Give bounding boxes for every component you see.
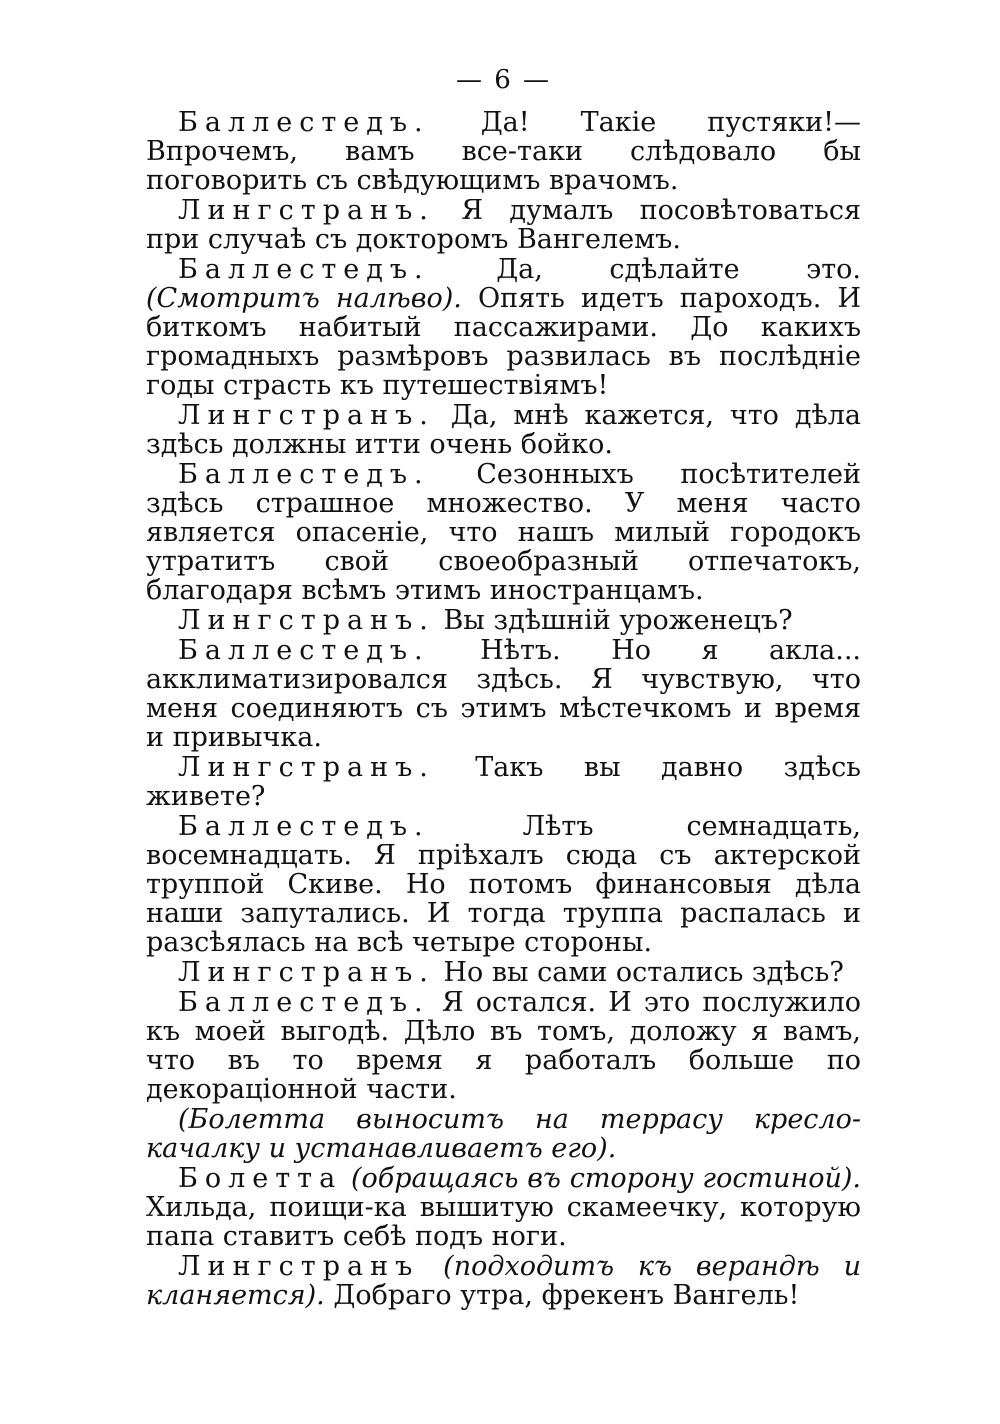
line-text: Хильда, поищи-ка вышитую скамеечку, которую папа ставитъ себѣ подъ ноги. bbox=[146, 1192, 861, 1252]
speaker-name: Лингстранъ. bbox=[178, 605, 435, 636]
dialogue-line bbox=[146, 988, 861, 1104]
dialogue-line bbox=[146, 460, 861, 605]
dialogue-line bbox=[146, 958, 861, 987]
stage-direction: (обращаясь въ сторону гостиной). bbox=[350, 1163, 861, 1194]
line-text: Нѣтъ. Но я акла... акклиматизировался здѣсь. Я чувствую, что меня соединяютъ съ этимъ мѣстечкомъ и время и привычка. bbox=[146, 635, 862, 753]
dialogue-line bbox=[146, 401, 861, 459]
dialogue-line bbox=[146, 753, 861, 811]
speaker-name: Болетта bbox=[178, 1163, 343, 1194]
line-text: Такъ вы давно здѣсь живете? bbox=[146, 752, 861, 812]
stage-direction: (Смотритъ налѣво). bbox=[146, 283, 462, 314]
dialogue-line bbox=[146, 812, 861, 957]
speaker-name: Баллестедъ. bbox=[178, 635, 430, 666]
dialogue-line bbox=[146, 108, 861, 195]
line-text: Я остался. И это послужило къ моей выгодѣ. Дѣло въ томъ, доложу я вамъ, что въ то время я работалъ больше по декораціонной части. bbox=[146, 987, 861, 1105]
speaker-name: Лингстранъ. bbox=[178, 195, 435, 226]
speaker-name: Лингстранъ bbox=[178, 1251, 420, 1282]
line-text: Я думалъ посовѣтоваться при случаѣ съ докторомъ Вангелемъ. bbox=[146, 195, 861, 255]
dialogue-line bbox=[146, 1252, 861, 1310]
dialogue-line bbox=[146, 255, 861, 400]
speaker-name: Баллестедъ. bbox=[178, 811, 430, 842]
stage-direction: (подходитъ къ верандѣ и кланяется). bbox=[146, 1251, 861, 1311]
speaker-name: Баллестедъ. bbox=[178, 459, 430, 490]
speaker-name: Лингстранъ. bbox=[178, 400, 435, 431]
stage-direction: (Болетта выноситъ на террасу кресло-качалку и устанавливаетъ его). bbox=[146, 1104, 861, 1164]
line-text: Да, сдѣлайте это. bbox=[496, 254, 861, 285]
book-page bbox=[146, 60, 861, 1311]
line-text: Добраго утра, фрекенъ Вангель! bbox=[333, 1280, 800, 1311]
speaker-name: Лингстранъ. bbox=[178, 957, 435, 988]
speaker-name: Баллестедъ. bbox=[178, 254, 430, 285]
speaker-name: Лингстранъ. bbox=[178, 752, 435, 783]
dialogue-line bbox=[146, 1164, 861, 1251]
speaker-name: Баллестедъ. bbox=[178, 107, 430, 138]
line-text: Сезонныхъ посѣтителей здѣсь страшное множество. У меня часто является опасеніе, что нашъ милый городокъ утратитъ свой своеобразный отпечатокъ, благодаря всѣмъ этимъ иностранцамъ. bbox=[146, 459, 861, 606]
line-text-continued: Опять идетъ пароходъ. И биткомъ набитый пассажирами. До какихъ громадныхъ размѣровъ развилась въ послѣдніе годы страсть къ путешествіямъ! bbox=[146, 283, 861, 401]
line-text: Но вы сами остались здѣсь? bbox=[443, 957, 844, 988]
line-text: Вы здѣшній уроженецъ? bbox=[443, 605, 793, 636]
speaker-name: Баллестедъ. bbox=[178, 987, 430, 1018]
line-text: Да! Такіе пустяки!—Впрочемъ, вамъ все-таки слѣдовало бы поговорить съ свѣдующимъ врачомъ. bbox=[146, 107, 861, 196]
dialogue-line bbox=[146, 636, 861, 752]
page-number: — 6 — bbox=[455, 65, 552, 95]
dialogue-line bbox=[146, 196, 861, 254]
line-text: Лѣтъ семнадцать, восемнадцать. Я пріѣхалъ сюда съ актерской труппой Скиве. Но потомъ финансовыя дѣла наши запутались. И тогда труппа распалась и разсѣялась на всѣ четыре стороны. bbox=[146, 811, 861, 958]
dialogue-line bbox=[146, 606, 861, 635]
stage-direction-block bbox=[146, 1105, 861, 1163]
line-text: Да, мнѣ кажется, что дѣла здѣсь должны итти очень бойко. bbox=[146, 400, 861, 460]
